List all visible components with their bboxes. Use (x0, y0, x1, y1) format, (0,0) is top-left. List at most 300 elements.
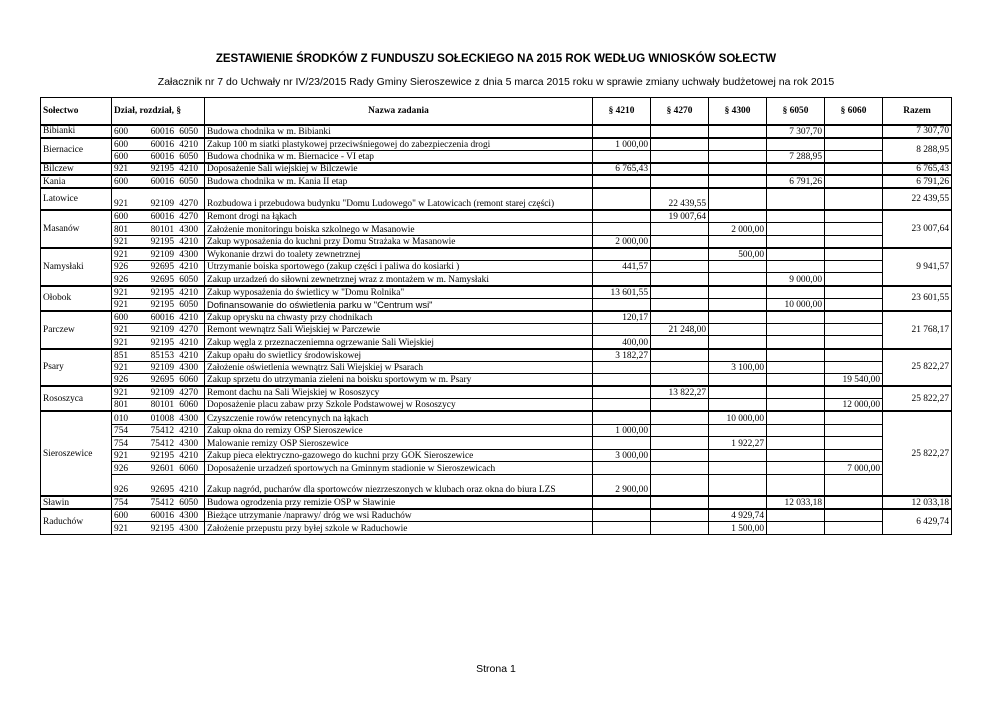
table-row (41, 509, 952, 522)
classification-cell (112, 386, 205, 399)
amount-p4210-cell (593, 210, 651, 223)
task-name-cell: Zakup nagród, pucharów dla sportowców niezrzeszonych w klubach oraz okna do biura LZS (205, 474, 593, 496)
rozdzial-code: 92195 (150, 236, 174, 247)
amount-p4300-cell (709, 496, 767, 509)
task-name-cell: Czyszczenie rowów retencynych na łąkach (205, 411, 593, 424)
amount-p4300-cell (709, 260, 767, 273)
amount-p6050-cell: 7 307,70 (767, 125, 825, 138)
amount-p6060-cell (825, 496, 883, 509)
solectwo-cell: Psary (41, 349, 112, 387)
task-name-cell: Doposażenie urzadzeń sportowych na Gminnym stadionie w Sieroszewicach (205, 462, 593, 475)
document-subtitle: Załacznik nr 7 do Uchwały nr IV/23/2015 Rady Gminy Sieroszewice z dnia 5 marca 2015 roku w sprawie zmiany uchwały budżetowej na rok 2015 (157, 76, 835, 88)
solectwo-cell: Parczew (41, 311, 112, 349)
header-solectwo: Sołectwo (41, 98, 112, 126)
amount-p4300-cell (709, 462, 767, 475)
table-row (41, 248, 952, 261)
amount-p4270-cell (651, 474, 709, 496)
amount-p4300-cell (709, 424, 767, 437)
amount-p6050-cell (767, 188, 825, 210)
table-row (41, 223, 952, 236)
classification-cell (112, 449, 205, 462)
amount-p6060-cell (825, 361, 883, 374)
amount-p6060-cell (825, 349, 883, 362)
dzial-code: 921 (114, 287, 129, 298)
amount-p6060-cell (825, 336, 883, 349)
amount-p4300-cell: 500,00 (709, 248, 767, 261)
amount-p4210-cell: 120,17 (593, 311, 651, 324)
par-code: 4300 (179, 438, 198, 449)
amount-p4210-cell (593, 399, 651, 412)
amount-p6050-cell (767, 424, 825, 437)
amount-p6060-cell: 19 540,00 (825, 374, 883, 387)
solectwo-cell: Bibianki (41, 125, 112, 138)
table-row (41, 349, 952, 362)
par-code: 4210 (179, 426, 198, 437)
amount-p4210-cell (593, 248, 651, 261)
classification-cell (112, 462, 205, 475)
task-name-cell: Budowa chodnika w m. Kania II etap (205, 175, 593, 188)
amount-p6050-cell: 12 033,18 (767, 496, 825, 509)
par-code: 4270 (179, 325, 198, 336)
amount-p4270-cell (651, 449, 709, 462)
amount-p4270-cell (651, 175, 709, 188)
amount-p6060-cell (825, 411, 883, 424)
solectwo-cell: Sieroszewice (41, 411, 112, 496)
amount-p4270-cell (651, 235, 709, 248)
amount-p6050-cell (767, 374, 825, 387)
rozdzial-code: 92195 (150, 164, 174, 175)
classification-cell (112, 175, 205, 188)
amount-p4300-cell (709, 138, 767, 151)
amount-p6050-cell (767, 462, 825, 475)
amount-p6060-cell (825, 474, 883, 496)
rozdzial-code: 92695 (150, 262, 174, 273)
amount-p4270-cell (651, 286, 709, 299)
amount-p4210-cell (593, 437, 651, 450)
par-code: 4210 (179, 451, 198, 462)
amount-p6050-cell (767, 248, 825, 261)
task-name-cell: Bieżące utrzymanie /naprawy/ dróg we wsi Raduchów (205, 509, 593, 522)
amount-p4270-cell (651, 522, 709, 535)
amount-p6060-cell (825, 424, 883, 437)
par-code: 4270 (179, 212, 198, 223)
amount-p6050-cell (767, 210, 825, 223)
razem-cell: 12 033,18 (883, 496, 952, 509)
dzial-code: 921 (114, 325, 129, 336)
amount-p4210-cell (593, 411, 651, 424)
amount-p6060-cell: 7 000,00 (825, 462, 883, 475)
table-row (41, 361, 952, 374)
amount-p6050-cell (767, 411, 825, 424)
table-row (41, 411, 952, 424)
task-name-cell: Rozbudowa i przebudowa budynku "Domu Ludowego" w Latowicach (remont starej części) (205, 188, 593, 210)
amount-p6060-cell (825, 298, 883, 311)
rozdzial-code: 92695 (150, 274, 174, 285)
dzial-code: 921 (114, 249, 129, 260)
amount-p6050-cell (767, 509, 825, 522)
razem-cell: 8 288,95 (883, 138, 952, 163)
solectwo-cell: Raduchów (41, 509, 112, 534)
rozdzial-code: 80101 (150, 224, 174, 235)
amount-p6050-cell (767, 399, 825, 412)
rozdzial-code: 92195 (150, 523, 174, 534)
table-header-row (41, 98, 952, 126)
task-name-cell: Zakup urzadzeń do siłowni zewnetrznej wraz z montażem w m. Namysłaki (205, 273, 593, 286)
table-row (41, 474, 952, 496)
dzial-code: 921 (114, 337, 129, 348)
amount-p4270-cell (651, 298, 709, 311)
razem-cell: 22 439,55 (883, 188, 952, 210)
table-row (41, 311, 952, 324)
amount-p6060-cell (825, 449, 883, 462)
classification-cell (112, 374, 205, 387)
amount-p4270-cell (651, 260, 709, 273)
table-row (41, 163, 952, 176)
par-code: 6060 (179, 375, 198, 386)
rozdzial-code: 75412 (150, 426, 174, 437)
rozdzial-code: 60016 (150, 511, 174, 522)
amount-p4210-cell (593, 374, 651, 387)
dzial-code: 926 (114, 262, 129, 273)
amount-p6050-cell (767, 286, 825, 299)
amount-p6060-cell (825, 125, 883, 138)
dzial-code: 921 (114, 236, 129, 247)
amount-p4300-cell (709, 175, 767, 188)
amount-p6060-cell (825, 163, 883, 176)
classification-cell (112, 522, 205, 535)
dzial-code: 600 (114, 312, 129, 323)
classification-cell (112, 273, 205, 286)
amount-p6050-cell (767, 163, 825, 176)
solectwo-cell: Kania (41, 175, 112, 188)
header-p4270: § 4270 (651, 98, 709, 126)
amount-p4270-cell (651, 509, 709, 522)
classification-cell (112, 163, 205, 176)
task-name-cell: Dofinansowanie do oświetlenia parku w "Centrum wsi" (205, 298, 593, 311)
par-code: 6060 (179, 400, 198, 411)
table-row (41, 125, 952, 138)
solectwo-cell: Sławin (41, 496, 112, 509)
rozdzial-code: 92601 (150, 463, 174, 474)
par-code: 4300 (179, 523, 198, 534)
solectwo-cell: Latowice (41, 188, 112, 210)
rozdzial-code: 92195 (150, 451, 174, 462)
amount-p4210-cell: 2 900,00 (593, 474, 651, 496)
rozdzial-code: 60016 (150, 151, 174, 162)
dzial-code: 600 (114, 176, 129, 187)
table-row (41, 437, 952, 450)
par-code: 4210 (179, 312, 198, 323)
classification-cell (112, 509, 205, 522)
amount-p6050-cell (767, 311, 825, 324)
task-name-cell: Budowa ogrodzenia przy remizie OSP w Sławinie (205, 496, 593, 509)
table-body (41, 125, 952, 534)
dzial-code: 600 (114, 511, 129, 522)
amount-p4210-cell (593, 150, 651, 163)
table-row (41, 260, 952, 273)
amount-p4210-cell (593, 223, 651, 236)
dzial-code: 921 (114, 388, 129, 399)
fund-table (40, 97, 952, 535)
rozdzial-code: 92695 (150, 375, 174, 386)
rozdzial-code: 60016 (150, 176, 174, 187)
amount-p4210-cell (593, 188, 651, 210)
dzial-code: 921 (114, 451, 129, 462)
amount-p6050-cell (767, 449, 825, 462)
amount-p4300-cell (709, 150, 767, 163)
amount-p4300-cell (709, 399, 767, 412)
classification-cell (112, 424, 205, 437)
amount-p6060-cell (825, 175, 883, 188)
razem-cell: 7 307,70 (883, 125, 952, 138)
header-p4300: § 4300 (709, 98, 767, 126)
amount-p4300-cell (709, 311, 767, 324)
amount-p4300-cell (709, 125, 767, 138)
razem-cell: 23 601,55 (883, 286, 952, 311)
amount-p4210-cell (593, 361, 651, 374)
amount-p6060-cell (825, 210, 883, 223)
par-code: 4270 (179, 198, 198, 209)
rozdzial-code: 60016 (150, 139, 174, 150)
amount-p4270-cell: 13 822,27 (651, 386, 709, 399)
amount-p4210-cell (593, 323, 651, 336)
amount-p4210-cell (593, 509, 651, 522)
header-p6060: § 6060 (825, 98, 883, 126)
amount-p6050-cell: 7 288,95 (767, 150, 825, 163)
par-code: 6050 (179, 126, 198, 137)
amount-p6050-cell (767, 361, 825, 374)
par-code: 6050 (179, 176, 198, 187)
table-row (41, 336, 952, 349)
classification-cell (112, 411, 205, 424)
task-name-cell: Doposażenie placu zabaw przy Szkole Podstawowej w Rososzycy (205, 399, 593, 412)
amount-p4300-cell: 2 000,00 (709, 223, 767, 236)
task-name-cell: Założenie oświetlenia wewnątrz Sali Wiejskiej w Psarach (205, 361, 593, 374)
table-row (41, 273, 952, 286)
par-code: 4210 (179, 262, 198, 273)
header-razem: Razem (883, 98, 952, 126)
amount-p6060-cell (825, 437, 883, 450)
amount-p4210-cell: 13 601,55 (593, 286, 651, 299)
dzial-code: 600 (114, 212, 129, 223)
amount-p4210-cell: 441,57 (593, 260, 651, 273)
rozdzial-code: 75412 (150, 438, 174, 449)
par-code: 4300 (179, 363, 198, 374)
amount-p4270-cell (651, 163, 709, 176)
amount-p4300-cell (709, 349, 767, 362)
amount-p4210-cell (593, 522, 651, 535)
classification-cell (112, 188, 205, 210)
amount-p4300-cell (709, 188, 767, 210)
par-code: 4210 (179, 485, 198, 496)
rozdzial-code: 60016 (150, 212, 174, 223)
classification-cell (112, 361, 205, 374)
amount-p4210-cell (593, 125, 651, 138)
amount-p6060-cell (825, 138, 883, 151)
table-row (41, 496, 952, 509)
amount-p4270-cell (651, 361, 709, 374)
razem-cell: 9 941,57 (883, 248, 952, 286)
task-name-cell: Budowa chodnika w m. Bibianki (205, 125, 593, 138)
amount-p4210-cell: 2 000,00 (593, 235, 651, 248)
amount-p6050-cell (767, 386, 825, 399)
task-name-cell: Zakup oprysku na chwasty przy chodnikach (205, 311, 593, 324)
table-row (41, 522, 952, 535)
dzial-code: 921 (114, 523, 129, 534)
solectwo-cell: Bilczew (41, 163, 112, 176)
amount-p6050-cell (767, 138, 825, 151)
amount-p4300-cell (709, 323, 767, 336)
task-name-cell: Zakup 100 m siatki plastykowej przeciwśniegowej do zabezpieczenia drogi (205, 138, 593, 151)
amount-p6050-cell (767, 437, 825, 450)
amount-p4300-cell (709, 386, 767, 399)
amount-p6060-cell (825, 235, 883, 248)
amount-p4300-cell (709, 210, 767, 223)
amount-p4300-cell (709, 336, 767, 349)
classification-cell (112, 311, 205, 324)
amount-p4270-cell (651, 399, 709, 412)
classification-cell (112, 474, 205, 496)
classification-cell (112, 138, 205, 151)
amount-p4270-cell (651, 437, 709, 450)
amount-p4300-cell (709, 474, 767, 496)
amount-p4270-cell (651, 273, 709, 286)
classification-cell (112, 286, 205, 299)
amount-p6060-cell (825, 286, 883, 299)
amount-p4270-cell (651, 336, 709, 349)
table-row (41, 188, 952, 210)
amount-p6060-cell (825, 323, 883, 336)
amount-p6060-cell (825, 260, 883, 273)
amount-p4300-cell (709, 298, 767, 311)
task-name-cell: Malowanie remizy OSP Sieroszewice (205, 437, 593, 450)
amount-p6050-cell (767, 223, 825, 236)
amount-p4210-cell: 3 182,27 (593, 349, 651, 362)
classification-cell (112, 298, 205, 311)
amount-p4270-cell: 22 439,55 (651, 188, 709, 210)
rozdzial-code: 92109 (150, 198, 174, 209)
table-row (41, 399, 952, 412)
amount-p4270-cell (651, 349, 709, 362)
amount-p4210-cell (593, 462, 651, 475)
task-name-cell: Zakup pieca elektryczno-gazowego do kuchni przy GOK Sieroszewice (205, 449, 593, 462)
task-name-cell: Doposażenie Sali wiejskiej w Bilczewie (205, 163, 593, 176)
classification-cell (112, 150, 205, 163)
task-name-cell: Remont drogi na łąkach (205, 210, 593, 223)
table-row (41, 298, 952, 311)
razem-cell: 25 822,27 (883, 386, 952, 411)
razem-cell: 25 822,27 (883, 349, 952, 387)
dzial-code: 754 (114, 438, 129, 449)
table-row (41, 386, 952, 399)
page-footer: Strona 1 (476, 663, 516, 675)
par-code: 4300 (179, 224, 198, 235)
amount-p6060-cell (825, 150, 883, 163)
amount-p4300-cell: 3 100,00 (709, 361, 767, 374)
amount-p4300-cell: 1 922,27 (709, 437, 767, 450)
amount-p4270-cell (651, 462, 709, 475)
task-name-cell: Remont wewnątrz Sali Wiejskiej w Parczewie (205, 323, 593, 336)
table-row (41, 323, 952, 336)
dzial-code: 926 (114, 485, 129, 496)
par-code: 6050 (179, 498, 198, 509)
amount-p6050-cell (767, 323, 825, 336)
amount-p6060-cell (825, 509, 883, 522)
classification-cell (112, 248, 205, 261)
classification-cell (112, 437, 205, 450)
table-row (41, 286, 952, 299)
task-name-cell: Budowa chodnika w m. Biernacice - VI etap (205, 150, 593, 163)
amount-p4300-cell: 4 929,74 (709, 509, 767, 522)
dzial-code: 600 (114, 126, 129, 137)
table-row (41, 235, 952, 248)
amount-p4270-cell (651, 125, 709, 138)
amount-p4300-cell (709, 286, 767, 299)
rozdzial-code: 01008 (150, 413, 174, 424)
amount-p6060-cell (825, 311, 883, 324)
dzial-code: 921 (114, 363, 129, 374)
rozdzial-code: 85153 (150, 350, 174, 361)
par-code: 4210 (179, 139, 198, 150)
par-code: 4300 (179, 249, 198, 260)
rozdzial-code: 80101 (150, 400, 174, 411)
table-row (41, 210, 952, 223)
amount-p4300-cell (709, 163, 767, 176)
amount-p4300-cell: 1 500,00 (709, 522, 767, 535)
amount-p4210-cell (593, 175, 651, 188)
dzial-code: 851 (114, 350, 129, 361)
dzial-code: 926 (114, 274, 129, 285)
table-row (41, 424, 952, 437)
amount-p4270-cell (651, 374, 709, 387)
solectwo-cell: Masanów (41, 210, 112, 248)
par-code: 6050 (179, 299, 198, 310)
amount-p6050-cell (767, 522, 825, 535)
table-row (41, 449, 952, 462)
classification-cell (112, 125, 205, 138)
razem-cell: 21 768,17 (883, 311, 952, 349)
amount-p4300-cell (709, 235, 767, 248)
header-p4210: § 4210 (593, 98, 651, 126)
dzial-code: 921 (114, 198, 129, 209)
razem-cell: 23 007,64 (883, 210, 952, 248)
par-code: 6050 (179, 274, 198, 285)
amount-p6050-cell (767, 336, 825, 349)
classification-cell (112, 235, 205, 248)
amount-p4210-cell: 400,00 (593, 336, 651, 349)
dzial-code: 600 (114, 139, 129, 150)
solectwo-cell: Namysłaki (41, 248, 112, 286)
amount-p4300-cell (709, 449, 767, 462)
amount-p6050-cell: 6 791,26 (767, 175, 825, 188)
amount-p6050-cell (767, 260, 825, 273)
document-title: ZESTAWIENIE ŚRODKÓW Z FUNDUSZU SOŁECKIEGO NA 2015 ROK WEDŁUG WNIOSKÓW SOŁECTW (215, 53, 777, 65)
rozdzial-code: 92109 (150, 325, 174, 336)
amount-p4270-cell (651, 248, 709, 261)
task-name-cell: Utrzymanie boiska sportowego (zakup części i paliwa do kosiarki ) (205, 260, 593, 273)
amount-p4270-cell (651, 496, 709, 509)
par-code: 4300 (179, 511, 198, 522)
dzial-code: 801 (114, 400, 129, 411)
amount-p6050-cell: 10 000,00 (767, 298, 825, 311)
header-p6050: § 6050 (767, 98, 825, 126)
amount-p6060-cell (825, 248, 883, 261)
rozdzial-code: 92109 (150, 363, 174, 374)
razem-cell: 6 765,43 (883, 163, 952, 176)
rozdzial-code: 92195 (150, 299, 174, 310)
amount-p6060-cell (825, 273, 883, 286)
dzial-code: 921 (114, 164, 129, 175)
